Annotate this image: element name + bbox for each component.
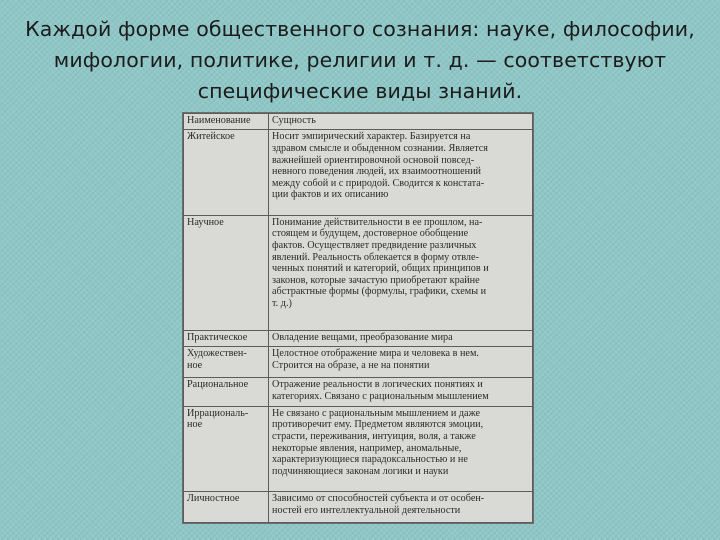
table-row (184, 492, 533, 523)
table-header-row (184, 114, 533, 130)
table-row (184, 406, 533, 491)
header-name: Наименование (184, 114, 269, 130)
row-essence: Целостное отображение мира и человека в нем. Строится на образе, а не на понятии (269, 347, 533, 378)
header-essence: Сущность (269, 114, 533, 130)
row-essence: Не связано с рациональным мышлением и даже противоречит ему. Предметом являются эмоции, страсти, переживания, интуиция, воля, а также некоторые явления, например, аномальные, характеризующиеся парадоксальностью и не подчиняющиеся законам логики и науки (269, 406, 533, 491)
table-row (184, 215, 533, 330)
table-row (184, 130, 533, 215)
knowledge-types-table-image (183, 113, 533, 523)
row-essence: Отражение реальности в логических понятиях и категориях. Связано с рациональным мышлением (269, 378, 533, 407)
row-name: Личностное (184, 492, 269, 523)
row-name: Житейское (184, 130, 269, 215)
table-row (184, 330, 533, 346)
row-name: Художествен- ное (184, 347, 269, 378)
knowledge-types-table (183, 113, 533, 523)
row-name: Научное (184, 215, 269, 330)
slide-title (20, 14, 700, 107)
table-row (184, 347, 533, 378)
slide-title-line: специфические виды знаний. (197, 79, 523, 103)
table-row (184, 378, 533, 407)
row-essence: Понимание действительности в ее прошлом, на- стоящем и будущем, достоверное обобщение фактов. Осуществляет предвидение различных явлений. Реальность облекается в форму отвле- ченных понятий и категорий, общих принципов и законов, которые зачастую приобретают крайне абстрактные формы (формулы, графики, схемы и т. д.) (269, 215, 533, 330)
row-essence: Овладение вещами, преобразование мира (269, 330, 533, 346)
row-essence: Зависимо от способностей субъекта и от особен- ностей его интеллектуальной деятельности (269, 492, 533, 523)
row-name: Иррациональ- ное (184, 406, 269, 491)
slide-title-line: Каждой форме общественного сознания: науке, философии, (25, 17, 695, 41)
row-name: Рациональное (184, 378, 269, 407)
row-essence: Носит эмпирический характер. Базируется на здравом смысле и обыденном сознании. Является важнейшей ориентировочной основой повсед- невного поведения людей, их взаимоотношений между собой и с природой. Сводится к констата- ции фактов и их описанию (269, 130, 533, 215)
row-name: Практическое (184, 330, 269, 346)
slide-title-line: мифологии, политике, религии и т. д. — соответствуют (53, 48, 667, 72)
